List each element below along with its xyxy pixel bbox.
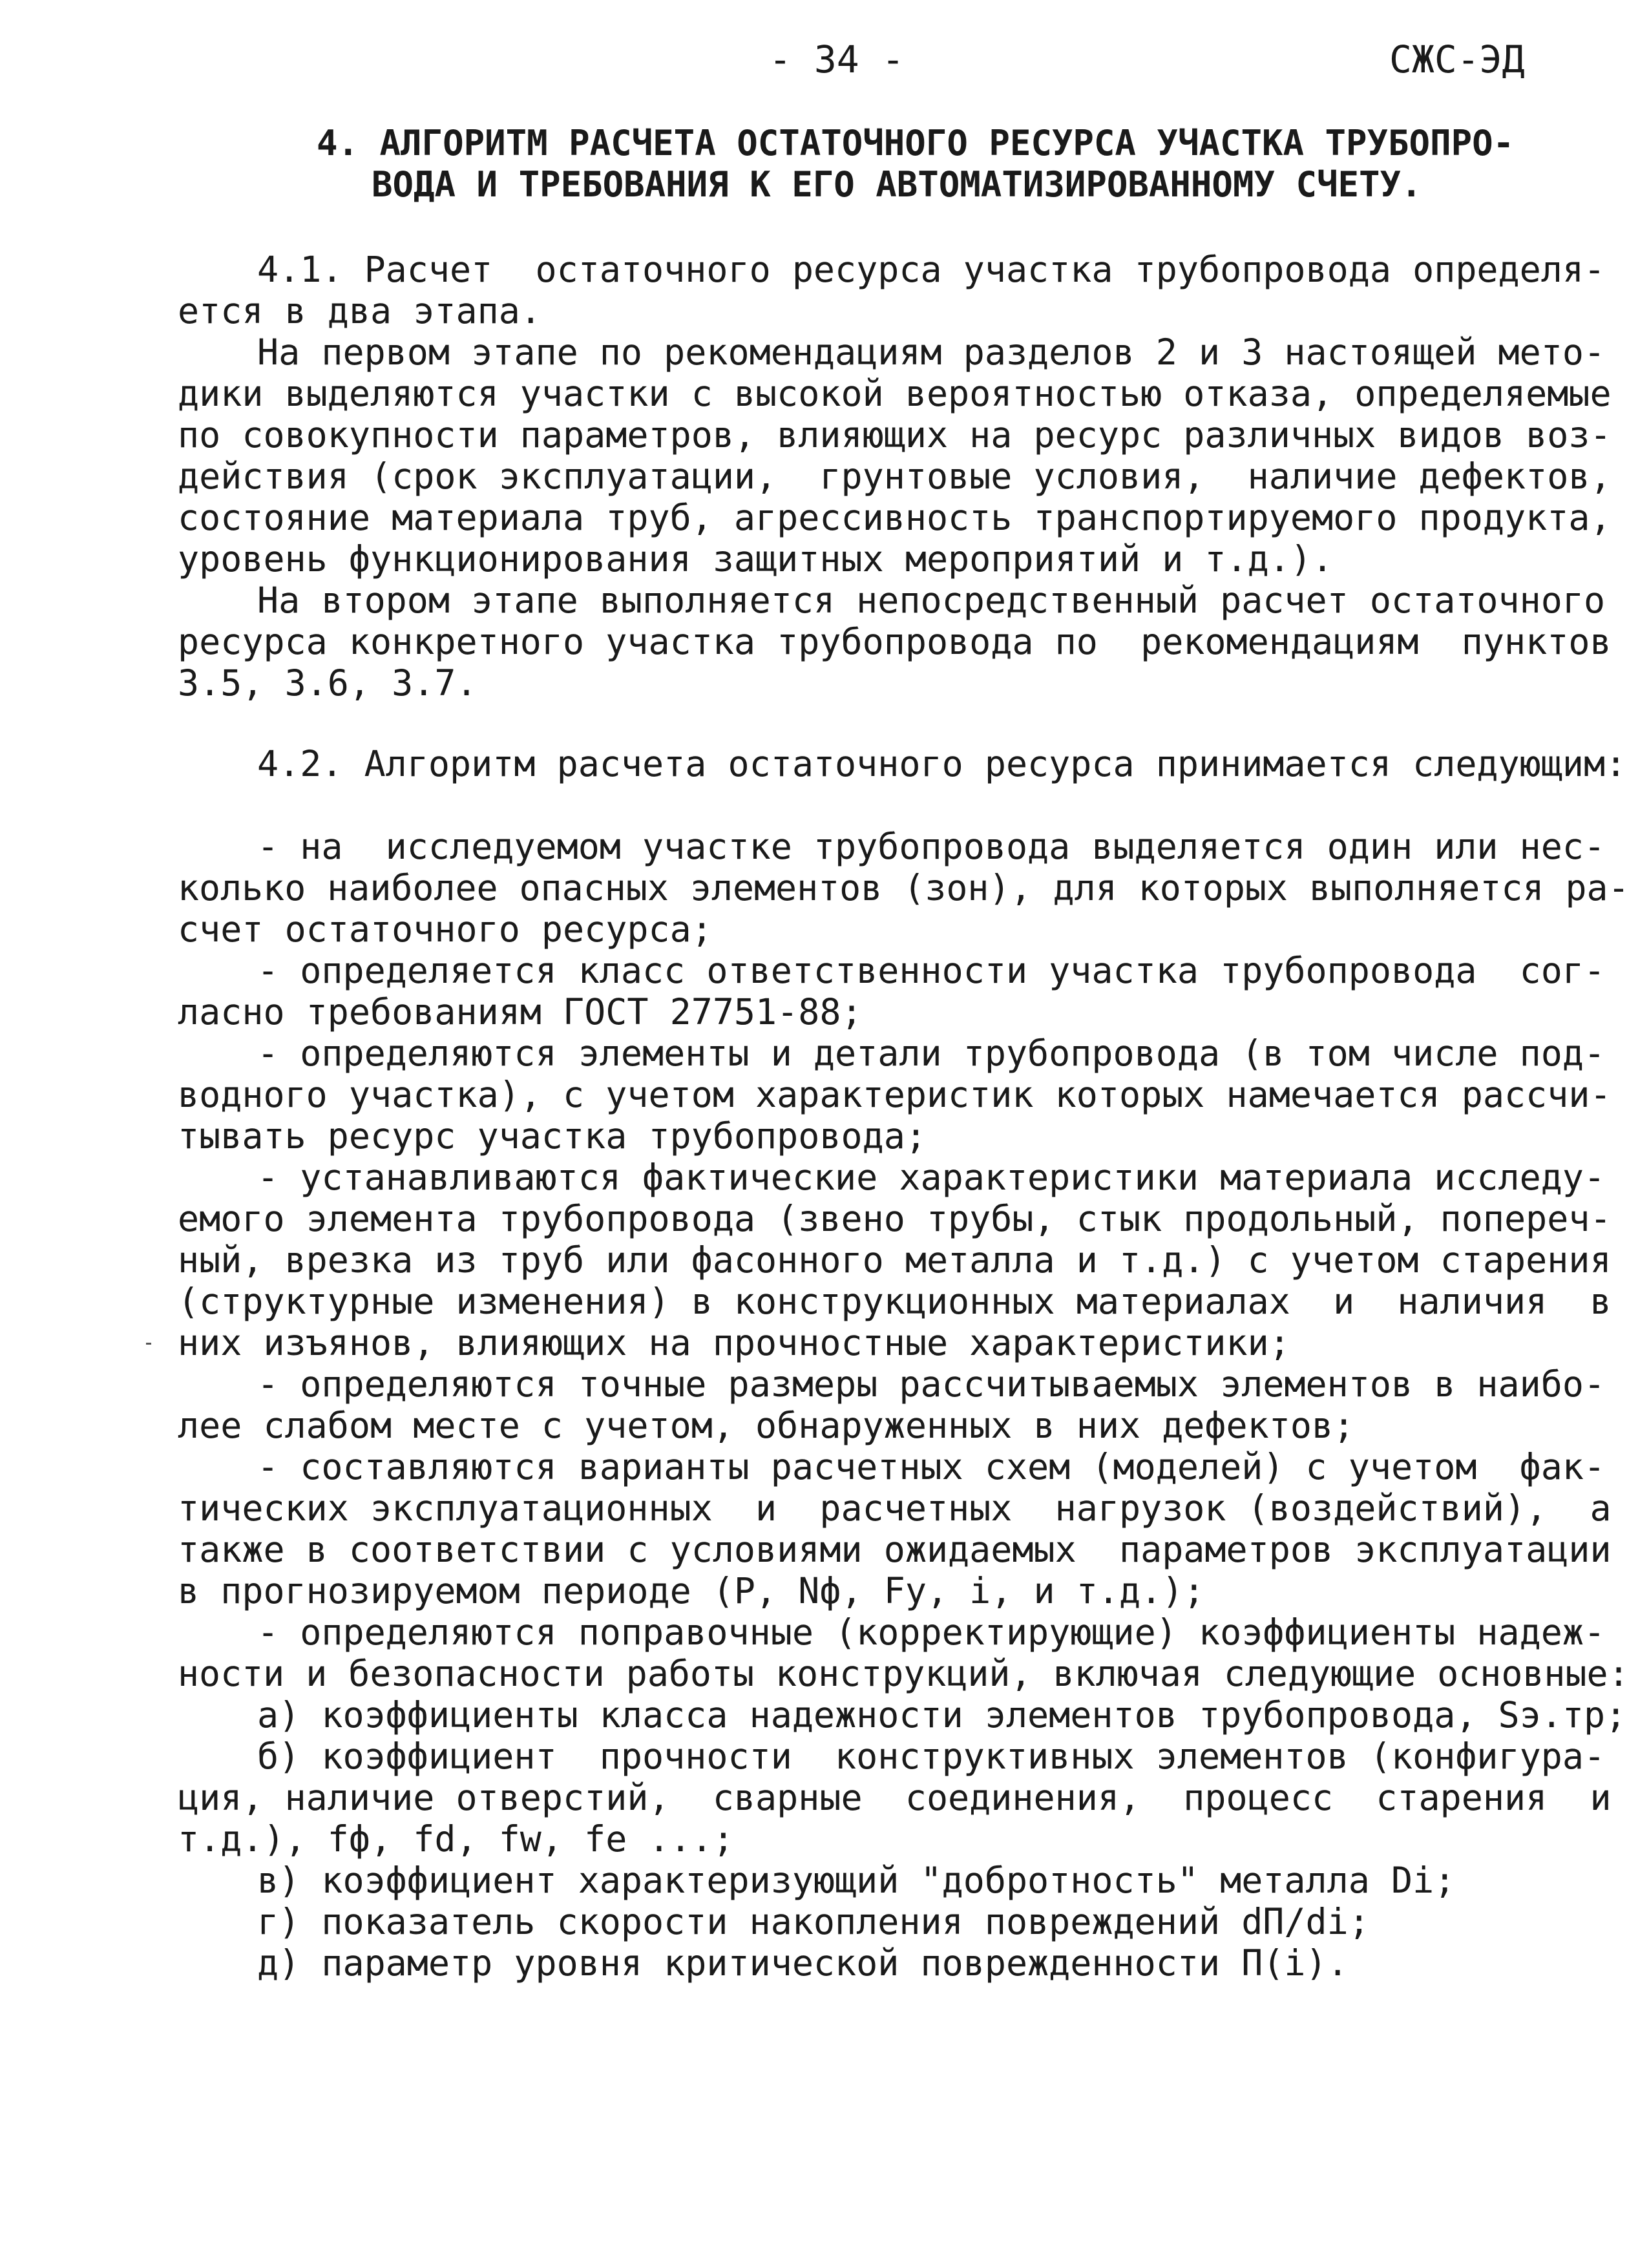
list-item-line: лее слабом месте с учетом, обнаруженных в них дефектов; [178, 1405, 1355, 1446]
paragraph-line: На втором этапе выполняется непосредственный расчет остаточного [257, 580, 1606, 621]
paragraph-line: уровень функционирования защитных мероприятий и т.д.). [178, 538, 1334, 580]
list-item-line: колько наиболее опасных элементов (зон), для которых выполняется ра- [178, 867, 1630, 908]
paragraph-line: действия (срок эксплуатации, грунтовые условия, наличие дефектов, [178, 456, 1612, 497]
paragraph-line: состояние материала труб, агрессивность транспортируемого продукта, [178, 497, 1612, 538]
list-item-line: т.д.), fф, fd, fw, fe ...; [178, 1818, 734, 1860]
list-item-line: водного участка), с учетом характеристик которых намечается рассчи- [178, 1074, 1612, 1115]
list-item-line: также в соответствии с условиями ожидаемых параметров эксплуатации [178, 1529, 1612, 1570]
list-item-line: них изъянов, влияющих на прочностные характеристики; [178, 1322, 1290, 1363]
list-item-line: ности и безопасности работы конструкций, включая следующие основные: [178, 1653, 1630, 1694]
list-item-line: - устанавливаются фактические характеристики материала исследу- [257, 1157, 1606, 1198]
list-item-line: б) коэффициент прочности конструктивных элементов (конфигура- [257, 1736, 1606, 1777]
paragraph-line: ресурса конкретного участка трубопровода по рекомендациям пунктов [178, 621, 1612, 662]
paragraph-line: по совокупности параметров, влияющих на ресурс различных видов воз- [178, 414, 1612, 456]
section-title-line-2: ВОДА И ТРЕБОВАНИЯ К ЕГО АВТОМАТИЗИРОВАННОМУ СЧЕТУ. [372, 164, 1422, 205]
section-title-line-1: 4. АЛГОРИТМ РАСЧЕТА ОСТАТОЧНОГО РЕСУРСА УЧАСТКА ТРУБОПРО- [317, 123, 1515, 163]
list-item-line: (структурные изменения) в конструкционных материалах и наличия в [178, 1281, 1612, 1322]
margin-mark [146, 1343, 151, 1345]
list-item-line: тических эксплуатационных и расчетных нагрузок (воздействий), а [178, 1487, 1612, 1529]
list-item-line: д) параметр уровня критической поврежденности П(i). [257, 1942, 1349, 1984]
list-item-line: в прогнозируемом периоде (P, Nф, Fy, i, и т.д.); [178, 1570, 1205, 1612]
list-item-line: счет остаточного ресурса; [178, 908, 713, 950]
document-code: СЖС-ЭД [1389, 37, 1525, 81]
list-item-line: г) показатель скорости накопления повреждений dП/di; [257, 1901, 1370, 1942]
list-item-line: емого элемента трубопровода (звено трубы, стык продольный, попереч- [178, 1198, 1612, 1239]
list-item-line: ция, наличие отверстий, сварные соединения, процесс старения и [178, 1777, 1612, 1818]
list-item-line: - определяются поправочные (корректирующие) коэффициенты надеж- [257, 1612, 1606, 1653]
paragraph-line: 4.2. Алгоритм расчета остаточного ресурса принимается следующим: [257, 743, 1627, 784]
list-item-line: - определяются элементы и детали трубопровода (в том числе под- [257, 1033, 1606, 1074]
list-item-line: - составляются варианты расчетных схем (моделей) с учетом фак- [257, 1446, 1606, 1487]
list-item-line: - определяется класс ответственности участка трубопровода сог- [257, 950, 1606, 991]
list-item-line: в) коэффициент характеризующий "добротность" металла Di; [257, 1860, 1456, 1901]
page-number: - 34 - [769, 37, 905, 81]
list-item-line: ный, врезка из труб или фасонного металла и т.д.) с учетом старения [178, 1239, 1612, 1281]
list-item-line: - определяются точные размеры рассчитываемых элементов в наибо- [257, 1363, 1606, 1405]
paragraph-line: ется в два этапа. [178, 290, 541, 331]
paragraph-line: 4.1. Расчет остаточного ресурса участка трубопровода определя- [257, 249, 1606, 290]
list-item-line: - на исследуемом участке трубопровода выделяется один или нес- [257, 826, 1606, 867]
list-item-line: тывать ресурс участка трубопровода; [178, 1115, 927, 1157]
list-item-line: ласно требованиям ГОСТ 27751-88; [178, 991, 863, 1033]
paragraph-line: дики выделяются участки с высокой вероятностью отказа, определяемые [178, 373, 1612, 414]
list-item-line: а) коэффициенты класса надежности элементов трубопровода, Sэ.тр; [257, 1694, 1627, 1736]
paragraph-line: На первом этапе по рекомендациям разделов 2 и 3 настоящей мето- [257, 331, 1606, 373]
paragraph-line: 3.5, 3.6, 3.7. [178, 662, 478, 704]
